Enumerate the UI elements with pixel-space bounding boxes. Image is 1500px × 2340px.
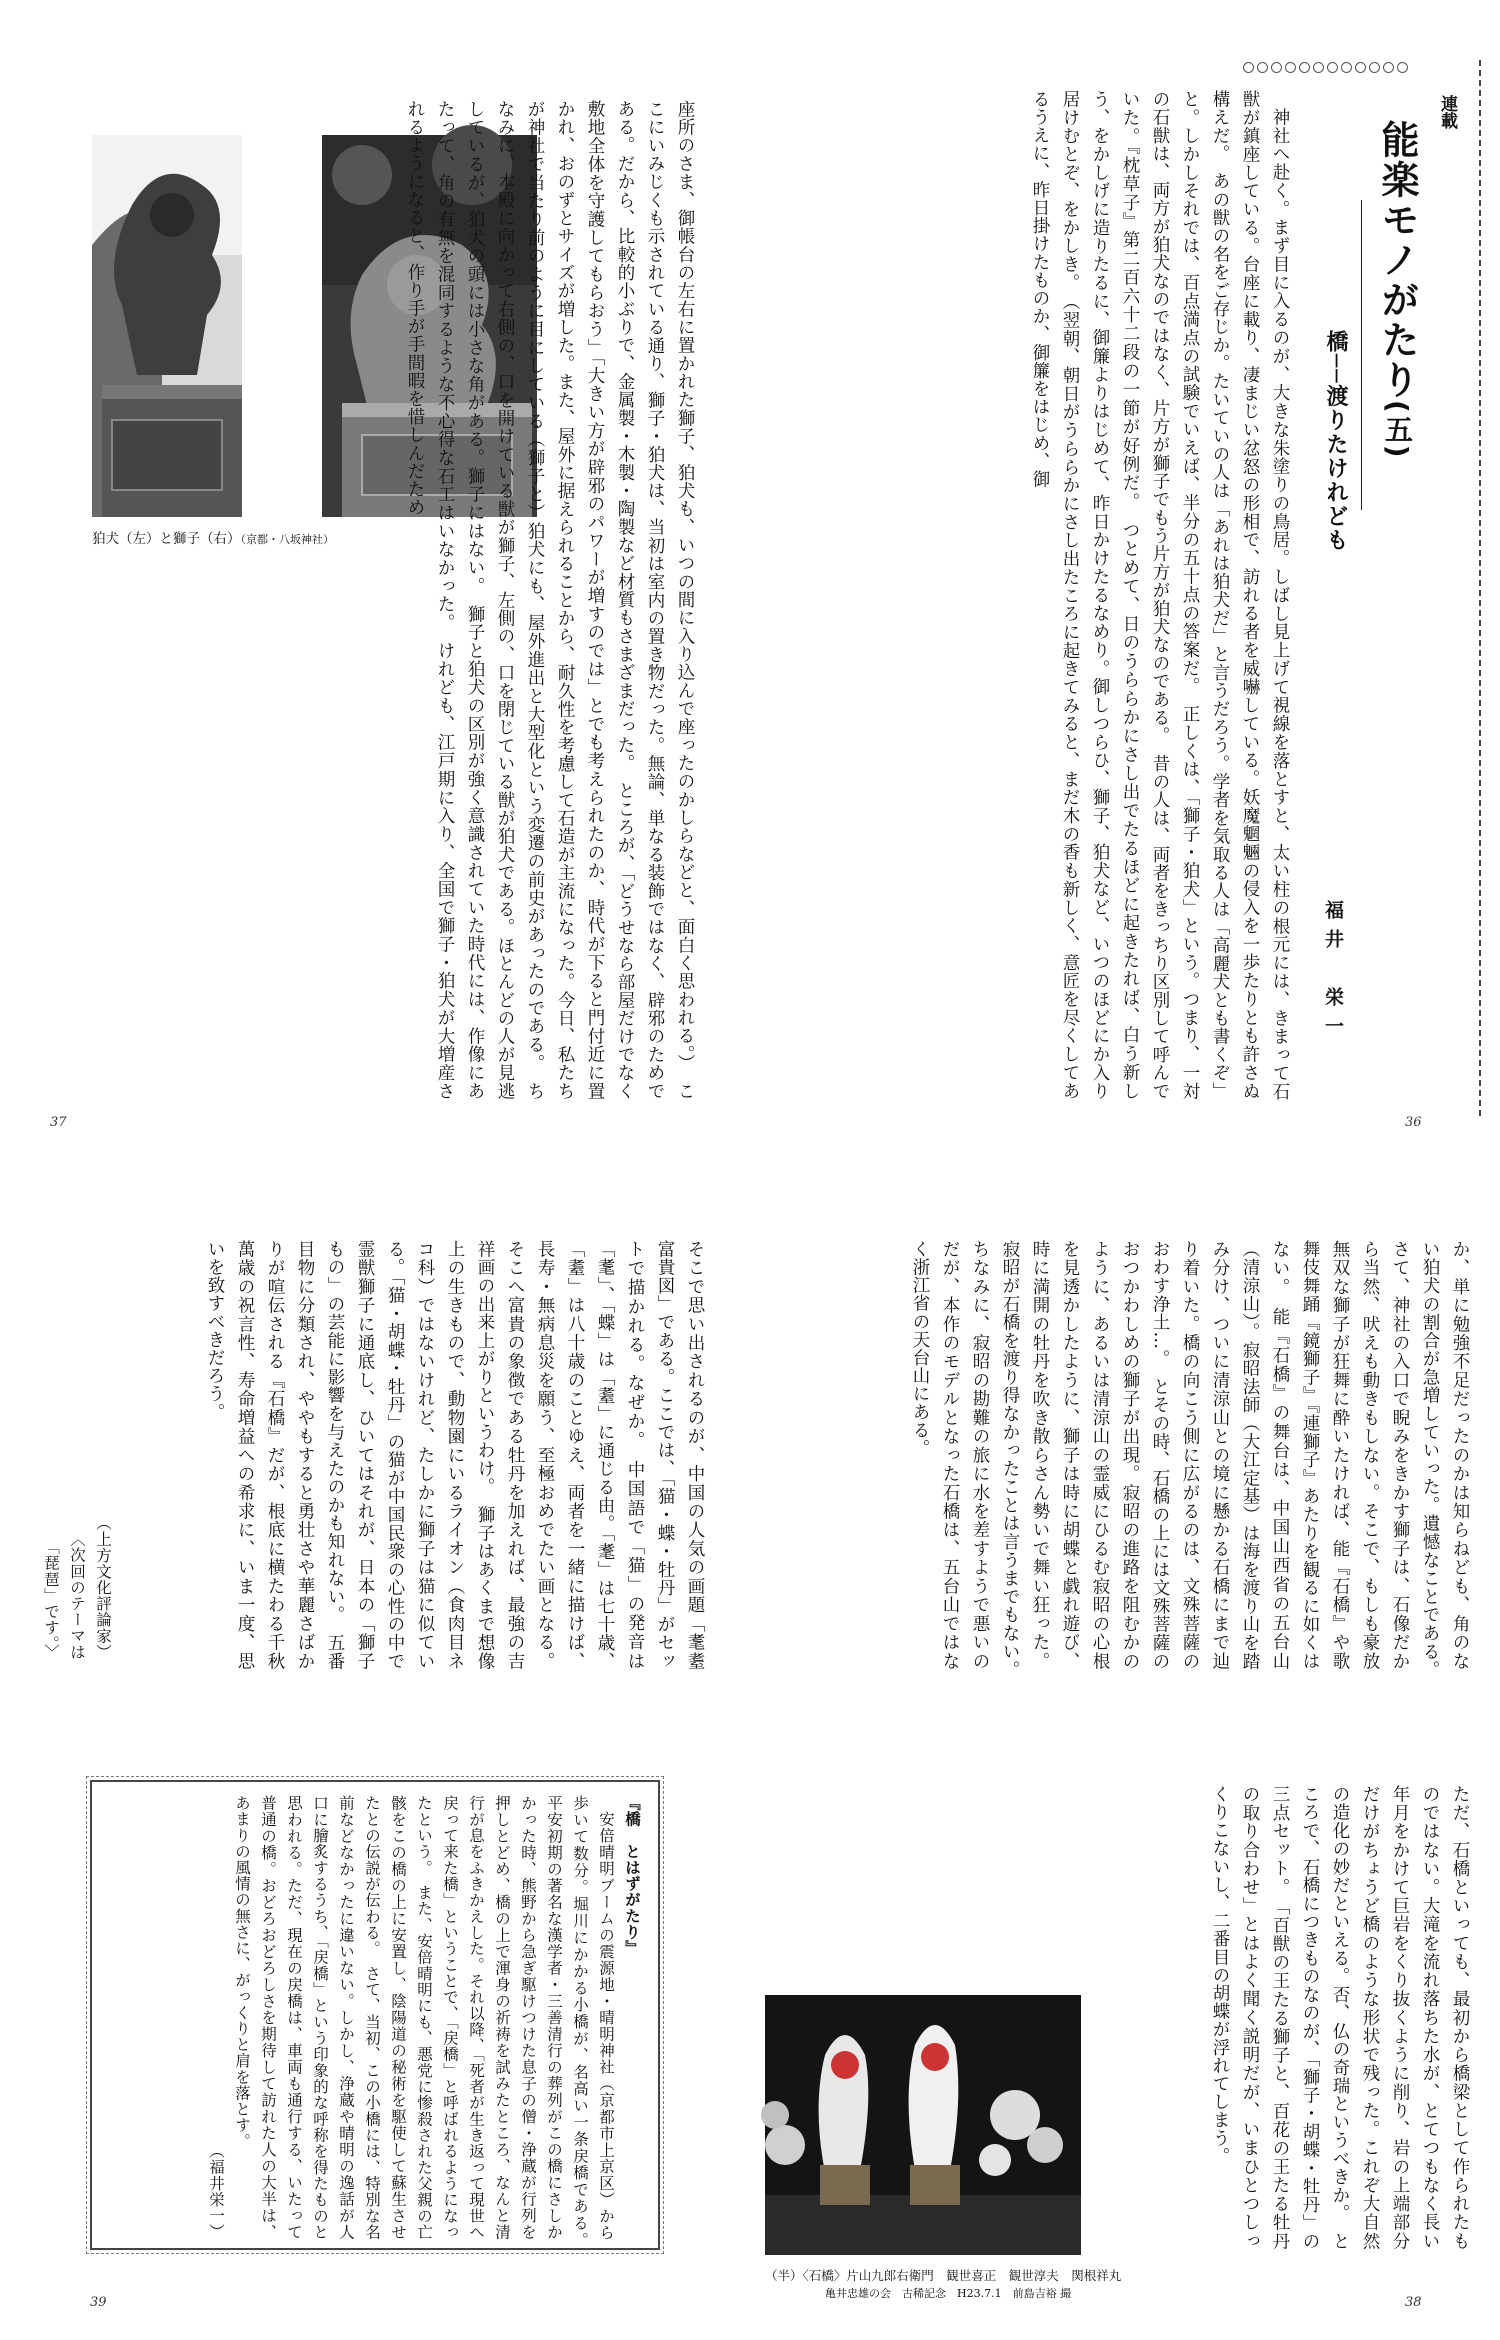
page36-text: 神社へ赴く。まず目に入るのが、大きな朱塗りの鳥居。しばし見上げて視線を落とすと、太い柱の根元には、きまって石獣が鎮座している。台座に載り、凄まじい忿怒の形相で、訪れる者を威嚇している。妖魔魍魎の侵入を一歩たりとも許さぬ構えだ。 あの獣の名をご存じか。たいていの人は「あれは狛犬だ」と言うだろう。学者を気取る人は「高麗犬とも書くぞ」と。しかしそれでは、百点満点の試験でいえば、半分の五十点の答案だ。 正しくは、「獅子・狛犬」という。つまり、一対の石獣は、両方が狛犬なのではなく、片方が獅子でもう片方が狛犬なのである。 昔の人は、両者をきっちり区別して呼んでいた。『枕草子』第二百六十二段の一節が好例だ。 つとめて、日のうららかにさし出でたるほどに起きたれば、白う新しう、をかしげに造りたるに、御簾よりはじめて、昨日かけたるなめり。御しつらひ、獅子、狛犬など、いつのほどにか入り居けむとぞ、をかしき。 （翌朝、朝日がうららかにさし出たころに起きてみると、まだ木の香も新しく、意匠を尽くしてあるうえに、昨日掛けたものか、御簾をはじめ、御 (1030, 90, 1290, 1100)
sidebar-box-body (110, 1795, 645, 2257)
caption-text: 狛犬（左）と獅子（右） (92, 531, 241, 547)
byline-text: （上方文化評論家） (94, 1515, 112, 1660)
page37-text: 座所のさま、御帳台の左右に置かれた獅子、狛犬も、いつの間に入り込んで座ったのかしらなどと、面白く思われる。） ここにいみじくも示されている通り、獅子・狛犬は、当初は室内の置き物だった。無論、単なる装飾ではなく、辟邪のためである。だから、比較的小ぶりで、金属製・木製・陶製など材質もさまざまだった。 ところが、「どうせなら部屋だけでなく敷地全体を守護してもらおう」「大きい方が辟邪のパワーが増すのでは」とでも考えられたのか、時代が下ると門付近に置かれ、おのずとサイズが増した。また、屋外に据えられることから、耐久性を考慮して石造が主流になった。今日、私たちが神社で当たり前のように目にしている（獅子と）狛犬にも、屋外進出と大型化という変遷の前史があったのである。 ちなみに、本殿に向かって右側の、口を開けている獣が獅子、左側の、口を閉じている獣が狛犬である。ほとんどの人が見逃しているが、狛犬の頭には小さな角がある。獅子にはない。 獅子と狛犬の区別が強く意識されていた時代には、作像にあたって、角の有無を混同するような不心得な石工はいなかった。 けれども、江戸期に入り、全国で獅子・狛犬が大増産されるようになると、作り手が手間暇を惜しんだため (405, 100, 695, 1100)
page-number-37: 37 (50, 1115, 67, 1130)
title-number: (五) (1381, 400, 1414, 460)
ornament-dots (1243, 62, 1408, 73)
page38-body-bottom (1095, 1785, 1475, 2250)
next-theme: 〈次回のテーマは「琵琶」です。〉 (42, 1531, 86, 1660)
box-sign: （福井栄一） (207, 2143, 225, 2240)
stage-caption-line1: （半）〈石橋〉片山九郎右衛門 観世喜正 観世淳夫 関根祥丸 (765, 2268, 1122, 2283)
page-37 (0, 0, 735, 1160)
subtitle: 橋──渡りたけれども (1323, 330, 1348, 553)
page38-body-top (785, 1240, 1475, 1689)
margin-rule (1479, 60, 1481, 1120)
page-number-39: 39 (90, 2295, 107, 2310)
page38-text-top: か、単に勉強不足だったのかは知らねども、角のない狛犬の割合が急増していった。遺憾なことである。 さて、神社の入口で睨みをきかす獅子は、石像だから当然、吠えも動きもしない。そこで、もしも豪放無双な獅子が狂舞に酔いたければ、能『石橋』や歌舞伎舞踊『鏡獅子』『連獅子』あたりを観るに如くはない。 能『石橋』の舞台は、中国山西省の五台山（清涼山）。寂昭法師（大江定基）は海を渡り山を踏み分け、ついに清涼山との境に懸かる石橋にまで辿り着いた。橋の向こう側に広がるのは、文殊菩薩のおわす浄土…。 とその時、石橋の上には文殊菩薩のおつかわしめの獅子が出現。寂昭の進路を阻むかのように、あるいは清涼山の霊威にひるむ寂昭の心根を見透かしたように、獅子は時に胡蝶と戯れ遊び、時に満開の牡丹を吹き散らさん勢いで舞い狂った。寂昭が石橋を渡り得なかったことは言うまでもない。 ちなみに、寂昭の勘難の旅に水を差すようで悪いのだが、本作のモデルとなった石橋は、五台山ではなく浙江省の天台山にある。 (910, 1240, 1470, 1689)
caption-place: （京都・八坂神社） (240, 533, 334, 546)
box-title: 『橋 とはずがたり』 (623, 1795, 641, 1956)
page-38 (765, 1180, 1500, 2340)
page38-text-bottom: ただ、石橋といっても、最初から橋梁として作られたものではない。大滝を流れ落ちた水が、とてつもなく長い年月をかけて巨岩をくり抜くように削り、岩の上端部分だけがちょうど橋のような形状で残った。これぞ大自然の造化の妙だといえる。否、仏の奇瑞というべきか。 ところで、石橋につきものなのが、「獅子・胡蝶・牡丹」の三点セット。 「百獣の王たる獅子と、百花の王たる牡丹の取り合わせ」とはよく聞く説明だが、いまひとつしっくりこないし、二番目の胡蝶が浮れてしまう。 (1210, 1785, 1470, 2250)
title-text: 能楽モノがたり (1375, 120, 1419, 400)
page-number-36: 36 (1405, 1115, 1422, 1130)
byline (42, 1510, 116, 1660)
page-39 (0, 1180, 735, 2340)
stage-caption-line2: 亀井忠雄の会 古稀記念 H23.7.1 前島吉裕 撮 (825, 2287, 1072, 2300)
title-rule (1361, 200, 1362, 510)
page39-body (50, 1240, 710, 1670)
page39-text: そこで思い出されるのが、中国の人気の画題「耄耋富貴図」である。ここでは、「猫・蝶・牡丹」がセットで描かれる。なぜか。 中国語で「猫」の発音は「耄」、「蝶」は「耋」に通じる由。「耄」は七十歳、「耋」は八十歳のことゆえ、両者を一緒に描けば、長寿・無病息災を願う、至極おめでたい画となる。そこへ富貴の象徴である牡丹を加えれば、最強の吉祥画の出来上がりというわけ。 獅子はあくまで想像上の生きもので、動物園にいるライオン（食肉目ネコ科）ではないけれど、たしかに獅子は猫に似ている。「猫・胡蝶・牡丹」の猫が中国民衆の心性の中で霊獣獅子に通底し、ひいてはそれが、日本の「獅子もの」の芸能に影響を与えたのかも知れない。 五番目物に分類され、ややもすると勇壮さや華麗さばかりが喧伝される『石橋』だが、根底に横たわる千秋萬歳の祝言性、寿命増益への希求に、いま一度、思いを致すべきだろう。 (205, 1240, 705, 1670)
page36-body (805, 90, 1295, 1100)
page-36 (765, 0, 1500, 1160)
series-label: 連載 (1437, 95, 1457, 129)
page-number-38: 38 (1405, 2295, 1422, 2310)
series-title (1370, 120, 1425, 460)
author-name: 福井 栄一 (1322, 900, 1344, 1045)
stage-photo-caption (765, 2267, 1121, 2303)
shakkyo-stage-photo (765, 1995, 1081, 2255)
page37-body (40, 100, 700, 1100)
box-text: 安倍晴明ブームの震源地・晴明神社（京都市上京区）から歩いて数分。堀川にかかる小橋が、名高い一条戻橋である。 平安初期の著名な漢学者・三善清行の葬列がこの橋にさしかかった時、熊野から急ぎ駆けつけた息子の僧・浄蔵が行列を押しとどめ、橋の上で渾身の祈祷を試みたところ、なんと清行が息をふきかえした。それ以降、「死者が生き返って現世へ戻って来た橋」ということで、「戻橋」と呼ばれるようになったという。 また、安倍晴明にも、悪党に惨殺された父親の亡骸をこの橋の上に安置し、陰陽道の秘術を駆使して蘇生させたとの伝説が伝わる。 さて、当初、この小橋には、特別な名前などなかったに違いない。しかし、浄蔵や晴明の逸話が人口に膾炙するうち、「戻橋」という印象的な呼称を得たものと思われる。ただ、現在の戻橋は、車両も通行する、いたって普通の橋。おどろおどろしさを期待して訪れた人の大半は、あまりの風情の無さに、がっくりと肩を落とす。 (233, 1795, 615, 2257)
